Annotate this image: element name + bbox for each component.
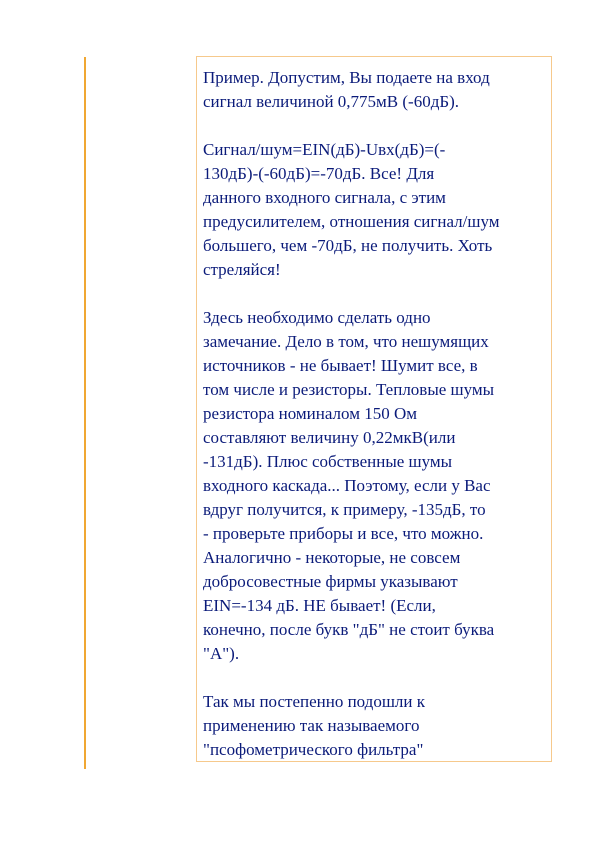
paragraph-example: Пример. Допустим, Вы подаете на вход сигнал величиной 0,775мВ (-60дБ). (203, 68, 490, 111)
paragraph-psophometric: Так мы постепенно подошли к применению так называемого "псофометрического фильтра" (203, 692, 426, 759)
text-frame (196, 56, 552, 762)
paragraph-signal-noise: Сигнал/шум=EIN(дБ)-Uвх(дБ)=(- 130дБ)-(-60дБ)=-70дБ. Все! Для данного входного сигнала, с этим предусилителем, отношения сигнал/шум большего, чем -70дБ, не получить. Хоть стреляйся! (203, 140, 500, 279)
margin-rule (84, 57, 86, 769)
paragraph-remark: Здесь необходимо сделать одно замечание. Дело в том, что нешумящих источников - не бывает! Шумит все, в том числе и резисторы. Тепловые шумы резистора номиналом 150 Ом составляют величину 0,22мкВ(или -131дБ). Плюс собственные шумы входного каскада... Поэтому, если у Вас вдруг получится, к примеру, -135дБ, то - проверьте приборы и все, что можно. Аналогично - некоторые, не совсем добросовестные фирмы указывают EIN=-134 дБ. НЕ бывает! (Если, конечно, после букв "дБ" не стоит буква "А"). (203, 308, 495, 663)
